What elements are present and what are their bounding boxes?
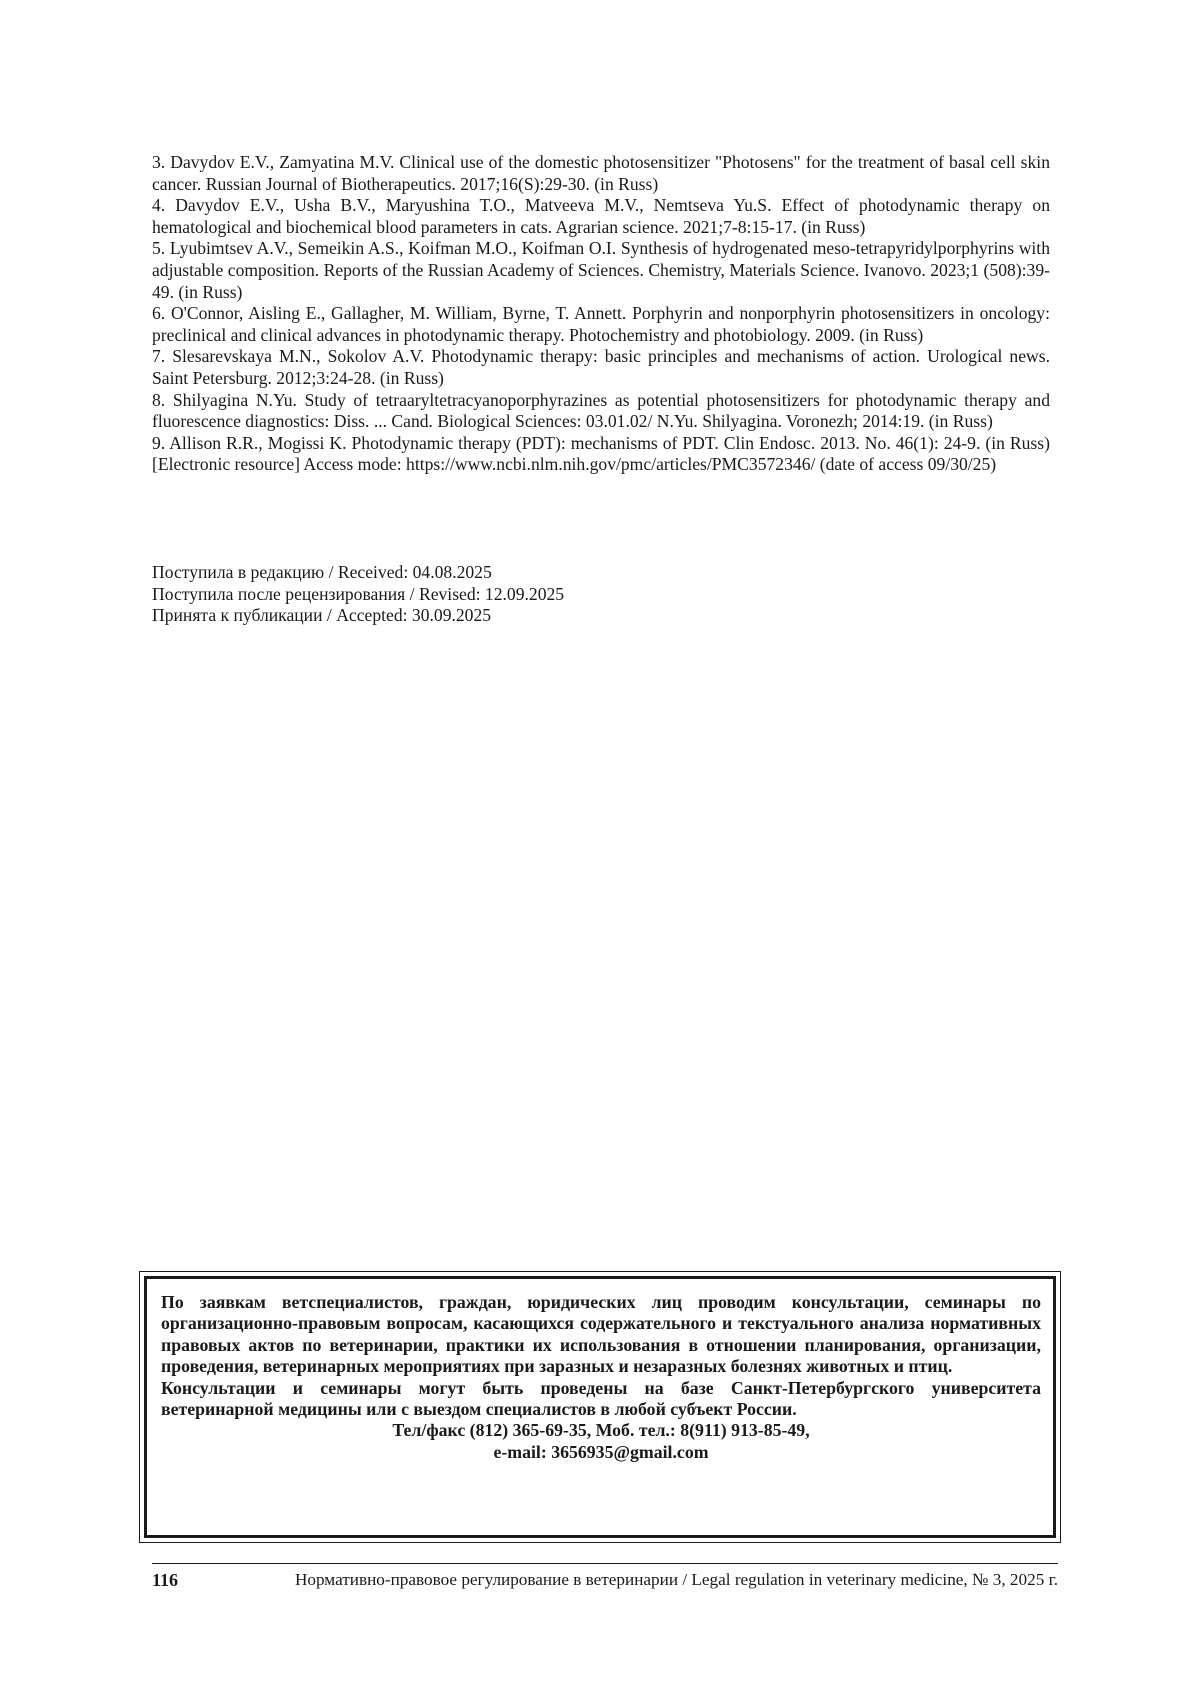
consultation-notice-box	[139, 1271, 1061, 1543]
notice-paragraph-location: Консультации и семинары могут быть проведены на базе Санкт-Петербургского университета ветеринарной медицины или с выездом специалистов в любой субъект России.	[161, 1378, 1041, 1421]
notice-email: e-mail: 3656935@gmail.com	[161, 1442, 1041, 1463]
reference-item: 4. Davydov E.V., Usha B.V., Maryushina T.O., Matveeva M.V., Nemtseva Yu.S. Effect of photodynamic therapy on hematological and biochemical blood parameters in cats. Agrarian science. 2021;7-8:15-17. (in Russ)	[152, 195, 1050, 238]
reference-item: 7. Slesarevskaya M.N., Sokolov A.V. Photodynamic therapy: basic principles and mechanisms of action. Urological news. Saint Petersburg. 2012;3:24-28. (in Russ)	[152, 346, 1050, 389]
reference-list	[152, 152, 1050, 476]
footer-divider	[152, 1563, 1058, 1564]
reference-item: 6. O'Connor, Aisling E., Gallagher, M. William, Byrne, T. Annett. Porphyrin and nonporphyrin photosensitizers in oncology: preclinical and clinical advances in photodynamic therapy. Photochemistry and photobiology. 2009. (in Russ)	[152, 303, 1050, 346]
reference-item: 8. Shilyagina N.Yu. Study of tetraaryltetracyanoporphyrazines as potential photosensitizers for photodynamic therapy and fluorescence diagnostics: Diss. ... Cand. Biological Sciences: 03.01.02/ N.Yu. Shilyagina. Voronezh; 2014:19. (in Russ)	[152, 390, 1050, 433]
page-footer	[152, 1568, 1058, 1592]
consultation-notice-inner	[144, 1276, 1056, 1538]
received-date: Поступила в редакцию / Received: 04.08.2025	[152, 562, 1050, 584]
page-number: 116	[152, 1568, 178, 1592]
revised-date: Поступила после рецензирования / Revised: 12.09.2025	[152, 584, 1050, 606]
article-dates	[152, 562, 1050, 627]
journal-title: Нормативно-правовое регулирование в ветеринарии / Legal regulation in veterinary medicine, № 3, 2025 г.	[295, 1568, 1058, 1592]
notice-paragraph-services: По заявкам ветспециалистов, граждан, юридических лиц проводим консультации, семинары по организационно-правовым вопросам, касающихся содержательного и текстуального анализа нормативных правовых актов по ветеринарии, практики их использования в отношении планирования, организации, проведения, ветеринарных мероприятиях при заразных и незаразных болезнях животных и птиц.	[161, 1292, 1041, 1378]
notice-phone: Тел/факс (812) 365-69-35, Моб. тел.: 8(911) 913-85-49,	[161, 1420, 1041, 1441]
accepted-date: Принята к публикации / Accepted: 30.09.2025	[152, 605, 1050, 627]
reference-item: 3. Davydov E.V., Zamyatina M.V. Clinical use of the domestic photosensitizer "Photosens" for the treatment of basal cell skin cancer. Russian Journal of Biotherapeutics. 2017;16(S):29-30. (in Russ)	[152, 152, 1050, 195]
reference-item: 9. Allison R.R., Mogissi K. Photodynamic therapy (PDT): mechanisms of PDT. Clin Endosc. 2013. No. 46(1): 24-9. (in Russ) [Electronic resource] Access mode: https://www.ncbi.nlm.nih.gov/pmc/articles/PMC3572346/ (date of access 09/30/25)	[152, 433, 1050, 476]
reference-item: 5. Lyubimtsev A.V., Semeikin A.S., Koifman M.O., Koifman O.I. Synthesis of hydrogenated meso-tetrapyridylporphyrins with adjustable composition. Reports of the Russian Academy of Sciences. Chemistry, Materials Science. Ivanovo. 2023;1 (508):39-49. (in Russ)	[152, 238, 1050, 303]
